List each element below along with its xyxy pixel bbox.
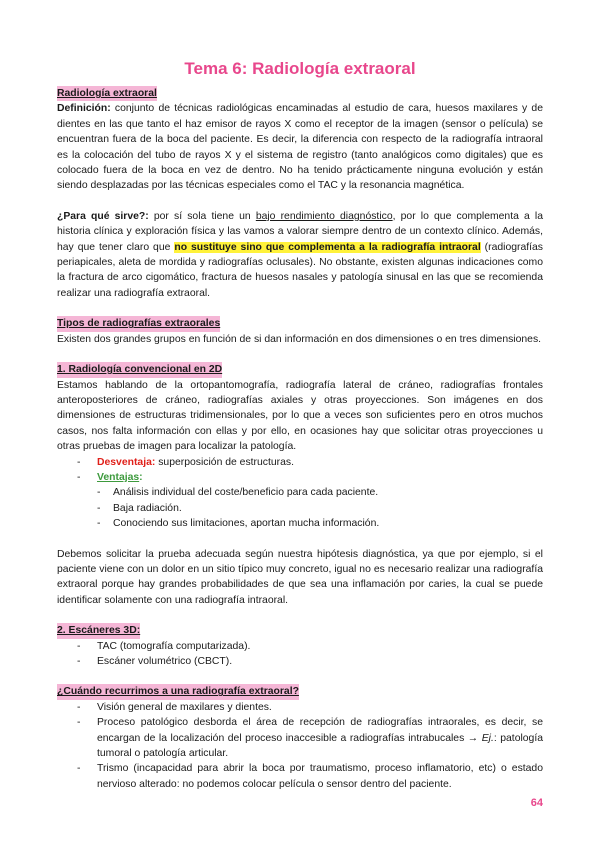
- ventajas-label: Ventajas: [97, 471, 140, 483]
- section-heading-tipos: Tipos de radiografías extraorales: [57, 316, 220, 331]
- list-item: - TAC (tomografía computarizada).: [77, 639, 543, 654]
- document-page: [57, 58, 543, 792]
- list-item: - Escáner volumétrico (CBCT).: [77, 654, 543, 669]
- definition-paragraph: [57, 101, 543, 193]
- list-item: - Análisis individual del coste/beneficio para cada paciente.: [97, 485, 543, 500]
- pros-cons-list: [57, 455, 543, 486]
- section-heading-radiologia-extraoral: Radiología extraoral: [57, 86, 157, 101]
- list-item: - Visión general de maxilares y dientes.: [77, 700, 543, 715]
- para-que-sirve-label: ¿Para qué sirve?:: [57, 210, 149, 222]
- ventajas-list: [57, 485, 543, 531]
- tipos-paragraph: Existen dos grandes grupos en función de si dan información en dos dimensiones o en tres dimensiones.: [57, 333, 542, 345]
- desventaja-label: Desventaja:: [97, 456, 156, 468]
- list-item: - Conociendo sus limitaciones, aportan mucha información.: [97, 516, 543, 531]
- section-heading-convencional: 1. Radiología convencional en 2D: [57, 362, 222, 377]
- para-que-sirve-paragraph: ¿Para qué sirve?: por sí sola tiene un bajo rendimiento diagnóstico, por lo que complementa a la historia clínica y exploración física y las vamos a valorar siempre dentro de un contexto clínico. Además, hay que tener claro que no sustituye sino que complementa a la radiografía intraoral (radiografías periapicales, aleta de mordida y radiografías oclusales). No obstante, existen algunas indicaciones como la fractura de arco cigomático, fractura de huesos nasales y patología sinusal en las que se recomienda realizar una radiografía extraoral.: [57, 210, 544, 299]
- convencional-paragraph: Estamos hablando de la ortopantomografía, radiografía lateral de cráneo, radiografías frontales anteroposteriores de cráneo, radiografías axiales y otras proyecciones. Son imágenes en dos dimensiones de estructuras tridimensionales, por lo que a veces son suficientes pero en otros muchos casos, nos falta información con ellas y por ello, en ocasiones hay que solicitar otras proyecciones u otras pruebas de imagen para localizar la patología.: [57, 379, 543, 453]
- list-item: - Desventaja: superposición de estructuras.: [77, 455, 543, 470]
- list-item: - Proceso patológico desborda el área de recepción de radiografías intraorales, es decir, se encargan de la localización del proceso inaccesible a radiografías intrabucales → Ej.: patología tumoral o patología articular.: [77, 715, 543, 761]
- page-title: Tema 6: Radiología extraoral: [184, 59, 416, 78]
- section-heading-escaneres: 2. Escáneres 3D:: [57, 623, 140, 638]
- cuando-list: [57, 700, 543, 792]
- list-item: - Baja radiación.: [97, 501, 543, 516]
- escaneres-list: [57, 639, 543, 670]
- prueba-adecuada-paragraph: Debemos solicitar la prueba adecuada según nuestra hipótesis diagnóstica, ya que por ejemplo, si el paciente viene con un dolor en un sitio típico muy concreto, igual no es necesario realizar una radiografía extraoral porque hay grandes probabilidades de que sea una inflamación por caries, la cual se puede identificar solamente con una radiografía intraoral.: [57, 548, 543, 606]
- highlighted-phrase: no sustituye sino que complementa a la radiografía intraoral: [174, 241, 481, 253]
- definition-label: Definición:: [57, 103, 111, 115]
- underlined-phrase: bajo rendimiento diagnóstico: [255, 210, 393, 222]
- list-item: - Ventajas:: [77, 470, 543, 485]
- section-heading-cuando: ¿Cuándo recurrimos a una radiografía extraoral?: [57, 684, 299, 699]
- page-number: 64: [530, 797, 543, 809]
- ej-abbrev: Ej.: [481, 732, 494, 744]
- list-item: - Trismo (incapacidad para abrir la boca por traumatismo, proceso inflamatorio, etc) o estado nervioso alterado: no podemos colocar película o sensor dentro del paciente.: [77, 761, 543, 792]
- definition-text: conjunto de técnicas radiológicas encaminadas al estudio de cara, huesos maxilares y de dientes en las que tanto el haz emisor de rayos X como el receptor de la imagen (sensor o película) se encuentran fuera de la boca del paciente. Es decir, la diferencia con respecto de la radiografía intraoral es la colocación del tubo de rayos X y el sistema de registro (tanto analógicos como digitales) que es colocado fuera de la boca en vez de dentro. No ha tenido prácticamente ninguna evolución y están siendo desplazadas por las técnicas especiales como el TAC y la resonancia magnética.: [57, 103, 543, 192]
